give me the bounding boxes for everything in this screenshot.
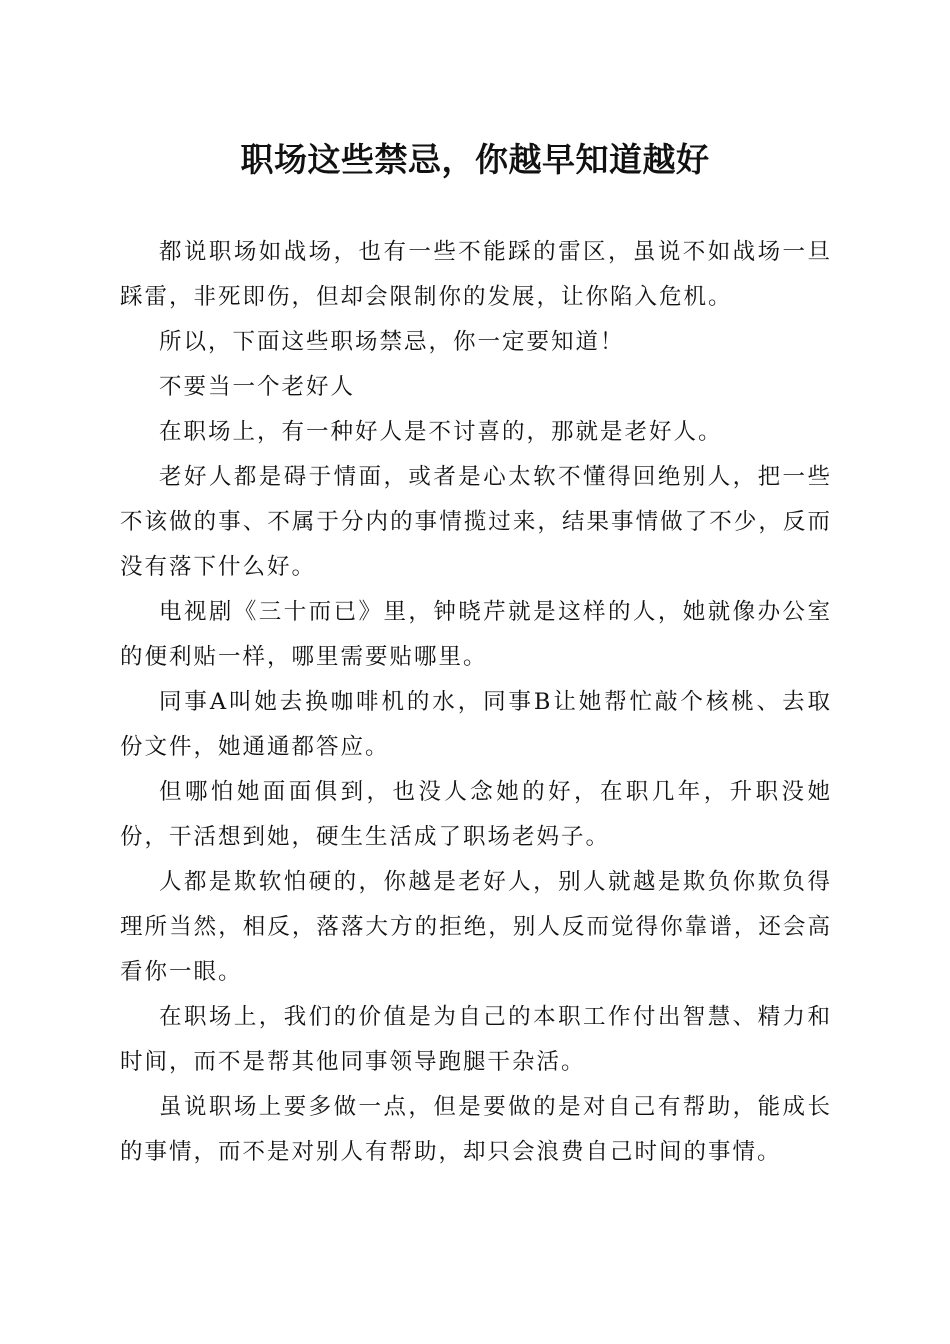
paragraph: 老好人都是碍于情面，或者是心太软不懂得回绝别人，把一些不该做的事、不属于分内的事情揽过来，结果事情做了不少，反而没有落下什么好。 (120, 464, 832, 580)
paragraph: 人都是欺软怕硬的，你越是老好人，别人就越是欺负你欺负得理所当然，相反，落落大方的拒绝，别人反而觉得你靠谱，还会高看你一眼。 (120, 869, 832, 985)
page-title: 职场这些禁忌，你越早知道越好 (240, 140, 710, 179)
paragraph: 同事A叫她去换咖啡机的水，同事B让她帮忙敲个核桃、去取份文件，她通通都答应。 (120, 689, 832, 760)
paragraph: 在职场上，我们的价值是为自己的本职工作付出智慧、精力和时间，而不是帮其他同事领导跑腿干杂活。 (120, 1004, 832, 1075)
article-body (120, 230, 832, 1175)
paragraph: 虽说职场上要多做一点，但是要做的是对自己有帮助，能成长的事情，而不是对别人有帮助，却只会浪费自己时间的事情。 (120, 1094, 832, 1165)
section-heading: 不要当一个老好人 (159, 374, 356, 400)
paragraph-lead: 所以，下面这些职场禁忌，你一定要知道！ (159, 329, 625, 355)
paragraph: 电视剧《三十而已》里，钟晓芹就是这样的人，她就像办公室的便利贴一样，哪里需要贴哪里。 (120, 599, 832, 670)
paragraph: 但哪怕她面面俱到，也没人念她的好，在职几年，升职没她份，干活想到她，硬生生活成了职场老妈子。 (120, 779, 832, 850)
paragraph: 在职场上，有一种好人是不讨喜的，那就是老好人。 (159, 419, 723, 445)
paragraph-intro: 都说职场如战场，也有一些不能踩的雷区，虽说不如战场一旦踩雷，非死即伤，但却会限制你的发展，让你陷入危机。 (120, 239, 832, 310)
